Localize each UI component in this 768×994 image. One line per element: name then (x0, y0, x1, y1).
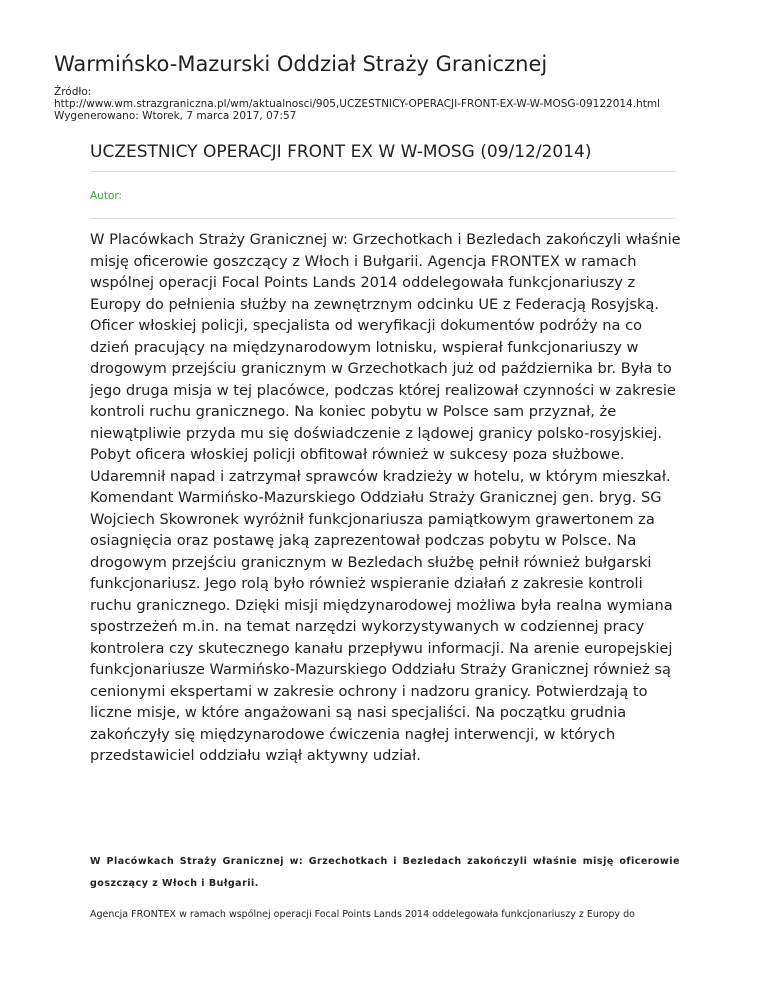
site-title: Warmińsko-Mazurski Oddział Straży Granicznej (54, 52, 548, 76)
author-divider (90, 218, 676, 219)
article-paragraph: Agencja FRONTEX w ramach wspólnej operacji Focal Points Lands 2014 oddelegowała funkcjonariuszy z Europy do (90, 909, 635, 920)
article-body: W Placówkach Straży Granicznej w: Grzechotkach i Bezledach zakończyli właśnie misję oficerowie goszczący z Włoch i Bułgarii. Agencja FRONTEX w ramach wspólnej operacji Focal Points Lands 2014 oddelegowała funkcjonariuszy z Europy do pełnienia służby na zewnętrznym odcinku UE z Federacją Rosyjską. Oficer włoskiej policji, specjalista od weryfikacji dokumentów podróży na co dzień pracujący na międzynarodowym lotnisku, wspierał funkcjonariuszy w drogowym przejściu granicznym w Grzechotkach już od października br. Była to jego druga misja w tej placówce, podczas której realizował czynności w zakresie kontroli ruchu granicznego. Na koniec pobytu w Polsce sam przyznał, że niewątpliwie przyda mu się doświadczenie z lądowej granicy polsko-rosyjskiej. Pobyt oficera włoskiej policji obfitował również w sukcesy poza służbowe. Udaremnił napad i zatrzymał sprawców kradzieży w hotelu, w którym mieszkał. Komendant Warmińsko-Mazurskiego Oddziału Straży Granicznej gen. bryg. SG Wojciech Skowronek wyróżnił funkcjonariusza pamiątkowym grawertonem za osiagnięcia oraz postawę jaką zaprezentował podczas pobytu w Polsce. Na drogowym przejściu granicznym w Bezledach służbę pełnił również bułgarski funkcjonariusz. Jego rolą było również wspieranie działań z zakresie kontroli ruchu granicznego. Dzięki misji międzynarodowej możliwa była realna wymiana spostrzeżeń m.in. na temat narzędzi wykorzystywanych w codziennej pracy kontrolera czy skutecznego kanału przepływu informacji. Na arenie europejskiej funkcjonariusze Warmińsko-Mazurskiego Oddziału Straży Granicznej również są cenionymi ekspertami w zakresie ochrony i nadzoru granicy. Potwierdzają to liczne misje, w które angażowani są nasi specjaliści. Na początku grudnia zakończyły się międzynarodowe ćwiczenia nagłej interwencji, w których przedstawiciel oddziału wziął aktywny udział. (90, 231, 681, 764)
article-title: UCZESTNICY OPERACJI FRONT EX W W-MOSG (09/12/2014) (90, 142, 592, 162)
source-label: Źródło: (54, 86, 92, 98)
author-label: Autor: (90, 190, 123, 202)
article-lead: W Placówkach Straży Granicznej w: Grzechotkach i Bezledach zakończyli właśnie misję oficerowie goszczący z Włoch i Bułgarii. (90, 856, 680, 889)
generated-timestamp: Wygenerowano: Wtorek, 7 marca 2017, 07:57 (54, 110, 297, 122)
title-divider (90, 171, 676, 172)
source-url[interactable]: http://www.wm.strazgraniczna.pl/wm/aktualnosci/905,UCZESTNICY-OPERACJI-FRONT-EX-W-W-MOSG-09122014.html (54, 98, 660, 110)
document-meta (54, 86, 724, 122)
